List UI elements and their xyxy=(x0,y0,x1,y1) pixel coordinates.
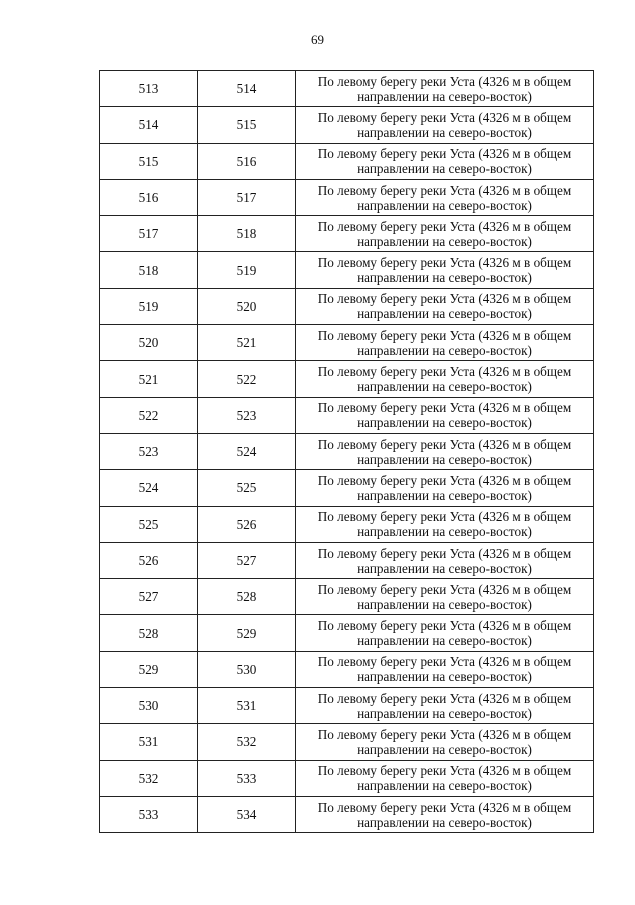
boundary-table xyxy=(99,70,594,833)
boundary-description-cell: По левому берегу реки Уста (4326 м в общем направлении на северо-восток) xyxy=(296,579,594,615)
point-to-cell: 525 xyxy=(198,470,296,506)
point-to-cell: 533 xyxy=(198,760,296,796)
point-from-cell: 519 xyxy=(100,288,198,324)
point-to-cell: 526 xyxy=(198,506,296,542)
point-to-cell: 531 xyxy=(198,688,296,724)
table-row xyxy=(100,252,594,288)
boundary-description-cell: По левому берегу реки Уста (4326 м в общем направлении на северо-восток) xyxy=(296,288,594,324)
point-from-cell: 529 xyxy=(100,651,198,687)
table-row xyxy=(100,470,594,506)
point-from-cell: 528 xyxy=(100,615,198,651)
table-row xyxy=(100,71,594,107)
boundary-description-cell: По левому берегу реки Уста (4326 м в общем направлении на северо-восток) xyxy=(296,361,594,397)
boundary-description-cell: По левому берегу реки Уста (4326 м в общем направлении на северо-восток) xyxy=(296,470,594,506)
point-from-cell: 530 xyxy=(100,688,198,724)
point-from-cell: 531 xyxy=(100,724,198,760)
point-to-cell: 521 xyxy=(198,325,296,361)
boundary-description-cell: По левому берегу реки Уста (4326 м в общем направлении на северо-восток) xyxy=(296,433,594,469)
point-from-cell: 523 xyxy=(100,433,198,469)
table-row xyxy=(100,615,594,651)
point-from-cell: 527 xyxy=(100,579,198,615)
point-to-cell: 527 xyxy=(198,542,296,578)
boundary-description-cell: По левому берегу реки Уста (4326 м в общем направлении на северо-восток) xyxy=(296,143,594,179)
point-to-cell: 517 xyxy=(198,179,296,215)
table-row xyxy=(100,433,594,469)
point-to-cell: 518 xyxy=(198,216,296,252)
point-from-cell: 517 xyxy=(100,216,198,252)
boundary-description-cell: По левому берегу реки Уста (4326 м в общем направлении на северо-восток) xyxy=(296,325,594,361)
point-to-cell: 520 xyxy=(198,288,296,324)
table-row xyxy=(100,651,594,687)
boundary-description-cell: По левому берегу реки Уста (4326 м в общем направлении на северо-восток) xyxy=(296,397,594,433)
point-to-cell: 529 xyxy=(198,615,296,651)
point-to-cell: 532 xyxy=(198,724,296,760)
point-to-cell: 523 xyxy=(198,397,296,433)
table-row xyxy=(100,179,594,215)
table-row xyxy=(100,688,594,724)
boundary-description-cell: По левому берегу реки Уста (4326 м в общем направлении на северо-восток) xyxy=(296,179,594,215)
point-from-cell: 533 xyxy=(100,796,198,832)
boundary-description-cell: По левому берегу реки Уста (4326 м в общем направлении на северо-восток) xyxy=(296,615,594,651)
boundary-description-cell: По левому берегу реки Уста (4326 м в общем направлении на северо-восток) xyxy=(296,796,594,832)
point-from-cell: 514 xyxy=(100,107,198,143)
table-row xyxy=(100,107,594,143)
point-to-cell: 514 xyxy=(198,71,296,107)
point-from-cell: 526 xyxy=(100,542,198,578)
boundary-description-cell: По левому берегу реки Уста (4326 м в общем направлении на северо-восток) xyxy=(296,71,594,107)
boundary-description-cell: По левому берегу реки Уста (4326 м в общем направлении на северо-восток) xyxy=(296,651,594,687)
table-row xyxy=(100,143,594,179)
point-from-cell: 513 xyxy=(100,71,198,107)
point-to-cell: 530 xyxy=(198,651,296,687)
point-from-cell: 532 xyxy=(100,760,198,796)
point-to-cell: 534 xyxy=(198,796,296,832)
table-row xyxy=(100,397,594,433)
point-to-cell: 516 xyxy=(198,143,296,179)
boundary-description-cell: По левому берегу реки Уста (4326 м в общем направлении на северо-восток) xyxy=(296,724,594,760)
point-from-cell: 518 xyxy=(100,252,198,288)
point-from-cell: 525 xyxy=(100,506,198,542)
table-row xyxy=(100,288,594,324)
table-row xyxy=(100,579,594,615)
point-to-cell: 515 xyxy=(198,107,296,143)
table-row xyxy=(100,216,594,252)
boundary-description-cell: По левому берегу реки Уста (4326 м в общем направлении на северо-восток) xyxy=(296,688,594,724)
boundary-description-cell: По левому берегу реки Уста (4326 м в общем направлении на северо-восток) xyxy=(296,760,594,796)
point-to-cell: 519 xyxy=(198,252,296,288)
table-row xyxy=(100,361,594,397)
table-row xyxy=(100,796,594,832)
boundary-description-cell: По левому берегу реки Уста (4326 м в общем направлении на северо-восток) xyxy=(296,107,594,143)
boundary-description-cell: По левому берегу реки Уста (4326 м в общем направлении на северо-восток) xyxy=(296,506,594,542)
point-to-cell: 522 xyxy=(198,361,296,397)
table-row xyxy=(100,542,594,578)
point-from-cell: 524 xyxy=(100,470,198,506)
point-from-cell: 515 xyxy=(100,143,198,179)
point-to-cell: 524 xyxy=(198,433,296,469)
point-from-cell: 521 xyxy=(100,361,198,397)
table-row xyxy=(100,506,594,542)
table-row xyxy=(100,724,594,760)
boundary-description-cell: По левому берегу реки Уста (4326 м в общем направлении на северо-восток) xyxy=(296,252,594,288)
point-from-cell: 522 xyxy=(100,397,198,433)
page-number: 69 xyxy=(311,32,324,47)
boundary-description-cell: По левому берегу реки Уста (4326 м в общем направлении на северо-восток) xyxy=(296,216,594,252)
boundary-description-cell: По левому берегу реки Уста (4326 м в общем направлении на северо-восток) xyxy=(296,542,594,578)
table-row xyxy=(100,760,594,796)
point-from-cell: 520 xyxy=(100,325,198,361)
point-to-cell: 528 xyxy=(198,579,296,615)
point-from-cell: 516 xyxy=(100,179,198,215)
table-body xyxy=(100,71,594,833)
table-row xyxy=(100,325,594,361)
